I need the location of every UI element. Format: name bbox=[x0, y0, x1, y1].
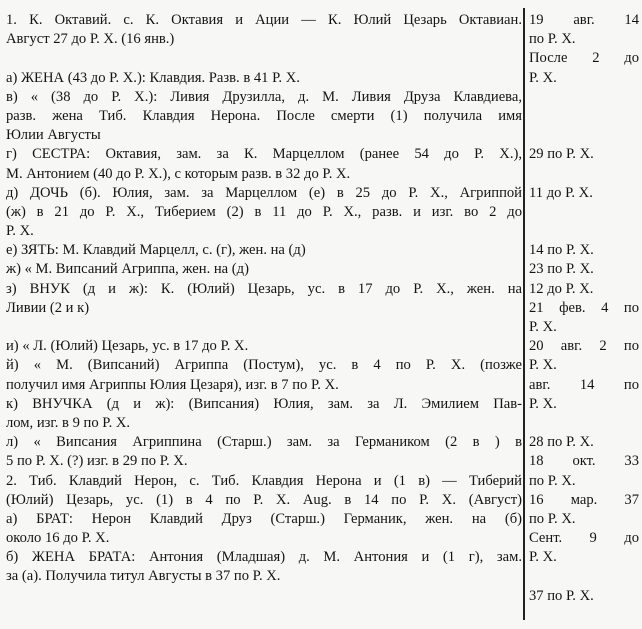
entry-line: 2. Тиб. Клавдий Нерон, с. Тиб. Клавдия Нерона и (1 в) — Тиберий bbox=[6, 472, 522, 489]
entry-line: л) « Випсания Агриппина (Старш.) зам. за Германиком (2 в ) в bbox=[6, 434, 522, 451]
entry-line: около 16 до Р. Х. bbox=[6, 530, 110, 547]
entry-line bbox=[6, 49, 522, 68]
date-line bbox=[529, 107, 639, 126]
dates-column bbox=[529, 11, 639, 606]
date-line bbox=[529, 222, 639, 241]
date-line bbox=[529, 126, 639, 145]
date-line: После 2 до bbox=[529, 50, 639, 67]
entry-line: 5 по Р. Х. (?) изг. в 29 по Р. Х. bbox=[6, 453, 188, 470]
date-line: авг. 14 по bbox=[529, 376, 639, 393]
entry-line: (Юлий) Цезарь, ус. (1) в 4 по Р. Х. Aug. в 14 по Р. Х. (Август) bbox=[6, 491, 522, 508]
entry-line: и) « Л. (Юлий) Цезарь, ус. в 17 до Р. Х. bbox=[6, 338, 249, 355]
entry-line: б) ЖЕНА БРАТА: Антония (Младшая) д. М. Антония и (1 г), зам. bbox=[6, 549, 522, 566]
entry-line: Р. Х. bbox=[6, 223, 34, 240]
date-line: 18 окт. 33 bbox=[529, 453, 639, 470]
date-line bbox=[529, 414, 639, 433]
date-line: Р. Х. bbox=[529, 357, 557, 374]
date-line: 23 по Р. Х. bbox=[529, 261, 594, 278]
date-line: Сент. 9 до bbox=[529, 530, 639, 547]
date-line: 21 фев. 4 по bbox=[529, 299, 639, 316]
date-line: по Р. Х. bbox=[529, 472, 576, 489]
date-line: 14 по Р. Х. bbox=[529, 242, 594, 259]
date-line: 37 по Р. Х. bbox=[529, 587, 594, 604]
entry-line: Юлии Августы bbox=[6, 127, 101, 144]
date-line: по Р. Х. bbox=[529, 31, 576, 48]
entry-line: (ж) в 21 до Р. Х., Тиберием (2) в 11 до Р. Х., разв. и изг. во 2 до bbox=[6, 203, 522, 220]
entry-line: д) ДОЧЬ (б). Юлия, зам. за Марцеллом (е) в 25 до Р. Х., Агриппой bbox=[6, 184, 522, 201]
date-line: Р. Х. bbox=[529, 395, 557, 412]
date-line bbox=[529, 165, 639, 184]
entry-line: г) СЕСТРА: Октавия, зам. за К. Марцеллом (ранее 54 до Р. Х.), bbox=[6, 146, 522, 163]
entry-line: Август 27 до Р. Х. (16 янв.) bbox=[6, 31, 175, 48]
entry-line: 1. К. Октавий. с. К. Октавия и Ации — К. Юлий Цезарь Октавиан. bbox=[6, 12, 522, 28]
date-line bbox=[529, 88, 639, 107]
column-divider bbox=[523, 8, 525, 620]
date-line: Р. Х. bbox=[529, 69, 557, 86]
entry-line: е) ЗЯТЬ: М. Клавдий Марцелл, с. (г), жен. на (д) bbox=[6, 242, 306, 259]
date-line: 28 по Р. Х. bbox=[529, 434, 594, 451]
date-line: 11 до Р. Х. bbox=[529, 184, 593, 201]
entry-line: к) ВНУЧКА (д и ж): (Випсания) Юлия, зам. за Л. Эмилием Пав- bbox=[6, 395, 522, 412]
entry-line: а) ЖЕНА (43 до Р. Х.): Клавдия. Разв. в 41 Р. Х. bbox=[6, 69, 300, 86]
date-line: по Р. Х. bbox=[529, 510, 576, 527]
date-line: 29 по Р. Х. bbox=[529, 146, 594, 163]
entry-line: ж) « М. Випсаний Агриппа, жен. на (д) bbox=[6, 261, 249, 278]
entry-line: М. Антонием (40 до Р. Х.), с которым разв. в 32 до Р. Х. bbox=[6, 165, 351, 182]
date-line: 12 до Р. Х. bbox=[529, 280, 594, 297]
entries-column bbox=[6, 11, 522, 587]
entry-line: а) БРАТ: Нерон Клавдий Друз (Старш.) Германик, жен. на (б) bbox=[6, 510, 522, 527]
entry-line: з) ВНУК (д и ж): К. (Юлий) Цезарь, ус. в 17 до Р. Х., жен. на bbox=[6, 280, 522, 297]
date-line: 19 авг. 14 bbox=[529, 12, 639, 28]
entry-line: получил имя Агриппы Юлия Цезаря), изг. в 7 по Р. Х. bbox=[6, 376, 339, 393]
date-line: 20 авг. 2 по bbox=[529, 338, 639, 355]
date-line: 16 мар. 37 bbox=[529, 491, 639, 508]
date-line bbox=[529, 203, 639, 222]
entry-line: разв. жена Тиб. Клавдия Нерона. После смерти (1) получила имя bbox=[6, 107, 522, 124]
entry-line: за (а). Получила титул Августы в 37 по Р. Х. bbox=[6, 568, 281, 585]
date-line bbox=[529, 567, 639, 586]
entry-line: Ливии (2 и к) bbox=[6, 299, 90, 316]
entry-line bbox=[6, 318, 522, 337]
entry-line: лом, изг. в 9 по Р. Х. bbox=[6, 414, 131, 431]
entry-line: й) « М. (Випсаний) Агриппа (Постум), ус. в 4 по Р. Х. (позже bbox=[6, 357, 522, 374]
date-line: Р. Х. bbox=[529, 549, 557, 566]
entry-line: в) « (38 до Р. Х.): Ливия Друзилла, д. М. Ливия Друза Клавдиева, bbox=[6, 88, 522, 105]
date-line: Р. Х. bbox=[529, 319, 557, 335]
